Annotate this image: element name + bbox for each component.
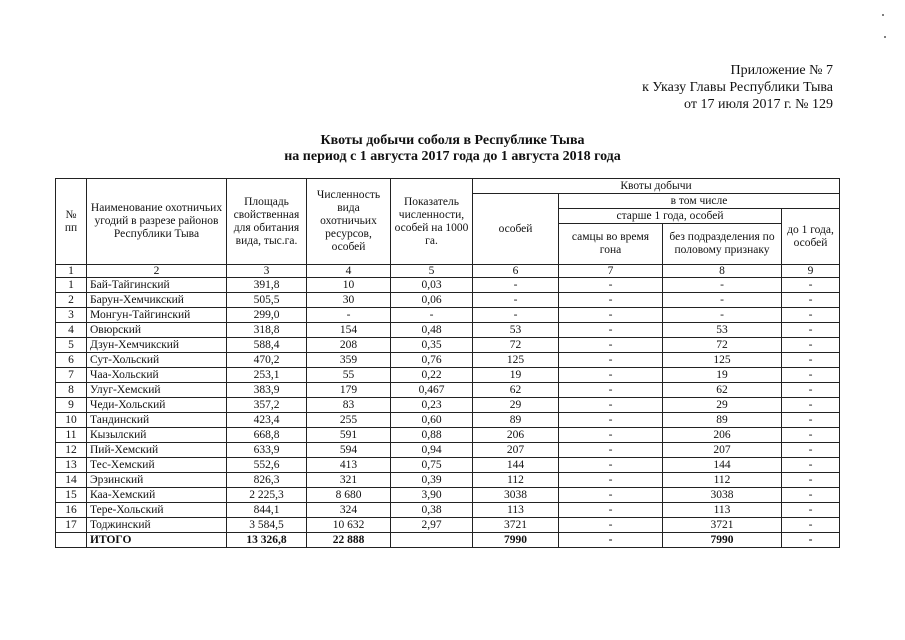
- population-cell: 594: [307, 443, 391, 458]
- quota-males-cell: -: [559, 413, 663, 428]
- table-row: [56, 413, 840, 428]
- density-cell: 0,23: [391, 398, 473, 413]
- quota-total-cell: 53: [473, 323, 559, 338]
- quota-nosex-cell: 53: [663, 323, 782, 338]
- district-name: Тере-Хольский: [87, 503, 227, 518]
- header-males: самцы во время гона: [559, 224, 663, 265]
- quota-total-cell: 89: [473, 413, 559, 428]
- table-row: [56, 308, 840, 323]
- row-number: 1: [56, 278, 87, 293]
- quota-young-cell: -: [782, 413, 840, 428]
- scan-speck: [882, 14, 884, 16]
- area-cell: 588,4: [227, 338, 307, 353]
- title-line-2: на период с 1 августа 2017 года до 1 августа 2018 года: [284, 149, 621, 164]
- quota-total-cell: 125: [473, 353, 559, 368]
- district-name: Чаа-Хольский: [87, 368, 227, 383]
- row-number: 4: [56, 323, 87, 338]
- total-quota-nosex-cell: 7990: [663, 533, 782, 548]
- quota-young-cell: -: [782, 383, 840, 398]
- population-cell: 10 632: [307, 518, 391, 533]
- quota-males-cell: -: [559, 323, 663, 338]
- district-name: Чеди-Хольский: [87, 398, 227, 413]
- row-number: 7: [56, 368, 87, 383]
- density-cell: 0,06: [391, 293, 473, 308]
- area-cell: 318,8: [227, 323, 307, 338]
- quota-young-cell: -: [782, 323, 840, 338]
- quota-nosex-cell: 72: [663, 338, 782, 353]
- quota-total-cell: 207: [473, 443, 559, 458]
- area-cell: 299,0: [227, 308, 307, 323]
- quota-nosex-cell: 29: [663, 398, 782, 413]
- quota-nosex-cell: 125: [663, 353, 782, 368]
- quota-total-cell: -: [473, 293, 559, 308]
- total-population-cell: 22 888: [307, 533, 391, 548]
- district-name: Тес-Хемский: [87, 458, 227, 473]
- population-cell: 413: [307, 458, 391, 473]
- area-cell: 552,6: [227, 458, 307, 473]
- total-row-number: [56, 533, 87, 548]
- row-number: 14: [56, 473, 87, 488]
- table-row: [56, 458, 840, 473]
- quota-total-cell: 62: [473, 383, 559, 398]
- quota-total-cell: 3721: [473, 518, 559, 533]
- area-cell: 633,9: [227, 443, 307, 458]
- row-number: 5: [56, 338, 87, 353]
- population-cell: 591: [307, 428, 391, 443]
- quota-total-cell: 206: [473, 428, 559, 443]
- row-number: 11: [56, 428, 87, 443]
- header-total: особей: [473, 194, 559, 265]
- table-row: [56, 503, 840, 518]
- quota-total-cell: 29: [473, 398, 559, 413]
- area-cell: 2 225,3: [227, 488, 307, 503]
- header-density: Показатель численности, особей на 1000 га.: [391, 179, 473, 265]
- district-name: Дзун-Хемчикский: [87, 338, 227, 353]
- header-young: до 1 года, особей: [782, 209, 840, 265]
- density-cell: 0,76: [391, 353, 473, 368]
- area-cell: 844,1: [227, 503, 307, 518]
- area-cell: 826,3: [227, 473, 307, 488]
- quota-nosex-cell: 207: [663, 443, 782, 458]
- quota-young-cell: -: [782, 518, 840, 533]
- header-including: в том числе: [559, 194, 840, 209]
- district-name: Барун-Хемчикский: [87, 293, 227, 308]
- density-cell: 0,39: [391, 473, 473, 488]
- area-cell: 391,8: [227, 278, 307, 293]
- area-cell: 470,2: [227, 353, 307, 368]
- density-cell: 0,48: [391, 323, 473, 338]
- total-district-name: ИТОГО: [87, 533, 227, 548]
- quota-males-cell: -: [559, 503, 663, 518]
- table-row: [56, 488, 840, 503]
- table-row: [56, 323, 840, 338]
- district-name: Улуг-Хемский: [87, 383, 227, 398]
- area-cell: 423,4: [227, 413, 307, 428]
- quota-males-cell: -: [559, 473, 663, 488]
- district-name: Тоджинский: [87, 518, 227, 533]
- quota-males-cell: -: [559, 443, 663, 458]
- density-cell: 0,38: [391, 503, 473, 518]
- header-population: Численность вида охотничьих ресурсов, особей: [307, 179, 391, 265]
- quota-nosex-cell: 113: [663, 503, 782, 518]
- density-cell: 0,60: [391, 413, 473, 428]
- population-cell: 179: [307, 383, 391, 398]
- area-cell: 505,5: [227, 293, 307, 308]
- district-name: Кызылский: [87, 428, 227, 443]
- population-cell: 324: [307, 503, 391, 518]
- density-cell: 0,75: [391, 458, 473, 473]
- area-cell: 253,1: [227, 368, 307, 383]
- density-cell: 2,97: [391, 518, 473, 533]
- population-cell: 83: [307, 398, 391, 413]
- quota-total-cell: 72: [473, 338, 559, 353]
- population-cell: 208: [307, 338, 391, 353]
- header-name: Наименование охотничьих угодий в разрезе районов Республики Тыва: [87, 179, 227, 265]
- quota-nosex-cell: 144: [663, 458, 782, 473]
- quota-total-cell: -: [473, 278, 559, 293]
- annex-number: Приложение № 7: [730, 63, 833, 78]
- row-number: 3: [56, 308, 87, 323]
- document-title: [0, 133, 905, 165]
- header-num: № пп: [56, 179, 87, 265]
- quota-total-cell: 3038: [473, 488, 559, 503]
- table-row: [56, 473, 840, 488]
- quota-males-cell: -: [559, 338, 663, 353]
- quota-nosex-cell: -: [663, 293, 782, 308]
- annex-block: [642, 62, 833, 113]
- density-cell: 0,22: [391, 368, 473, 383]
- col-number: 6: [473, 265, 559, 278]
- quota-males-cell: -: [559, 518, 663, 533]
- table-row: [56, 293, 840, 308]
- table-body: [56, 278, 840, 548]
- quota-table: [55, 178, 840, 548]
- quota-young-cell: -: [782, 458, 840, 473]
- header-area: Площадь свойственная для обитания вида, тыс.га.: [227, 179, 307, 265]
- density-cell: -: [391, 308, 473, 323]
- district-name: Тандинский: [87, 413, 227, 428]
- quota-nosex-cell: -: [663, 308, 782, 323]
- area-cell: 668,8: [227, 428, 307, 443]
- quota-nosex-cell: 3038: [663, 488, 782, 503]
- quota-young-cell: -: [782, 473, 840, 488]
- row-number: 13: [56, 458, 87, 473]
- quota-males-cell: -: [559, 293, 663, 308]
- scan-speck: [884, 36, 886, 38]
- population-cell: 8 680: [307, 488, 391, 503]
- col-number: 2: [87, 265, 227, 278]
- quota-young-cell: -: [782, 443, 840, 458]
- area-cell: 357,2: [227, 398, 307, 413]
- population-cell: 154: [307, 323, 391, 338]
- row-number: 8: [56, 383, 87, 398]
- col-number: 7: [559, 265, 663, 278]
- quota-nosex-cell: 89: [663, 413, 782, 428]
- row-number: 16: [56, 503, 87, 518]
- district-name: Бай-Тайгинский: [87, 278, 227, 293]
- row-number: 15: [56, 488, 87, 503]
- density-cell: 0,94: [391, 443, 473, 458]
- quota-young-cell: -: [782, 338, 840, 353]
- total-quota-young-cell: -: [782, 533, 840, 548]
- title-line-1: Квоты добычи соболя в Республике Тыва: [320, 133, 585, 148]
- col-number: 4: [307, 265, 391, 278]
- district-name: Монгун-Тайгинский: [87, 308, 227, 323]
- quota-total-cell: 19: [473, 368, 559, 383]
- quota-total-cell: 144: [473, 458, 559, 473]
- total-density-cell: [391, 533, 473, 548]
- row-number: 17: [56, 518, 87, 533]
- quota-males-cell: -: [559, 428, 663, 443]
- col-number: 3: [227, 265, 307, 278]
- quota-nosex-cell: 62: [663, 383, 782, 398]
- district-name: Сут-Хольский: [87, 353, 227, 368]
- quota-young-cell: -: [782, 353, 840, 368]
- density-cell: 0,88: [391, 428, 473, 443]
- quota-males-cell: -: [559, 398, 663, 413]
- row-number: 2: [56, 293, 87, 308]
- table-row: [56, 518, 840, 533]
- header-nosex: без подразделения по половому признаку: [663, 224, 782, 265]
- district-name: Овюрский: [87, 323, 227, 338]
- total-area-cell: 13 326,8: [227, 533, 307, 548]
- population-cell: 321: [307, 473, 391, 488]
- quota-young-cell: -: [782, 278, 840, 293]
- quota-males-cell: -: [559, 368, 663, 383]
- population-cell: 359: [307, 353, 391, 368]
- population-cell: -: [307, 308, 391, 323]
- quota-total-cell: -: [473, 308, 559, 323]
- area-cell: 3 584,5: [227, 518, 307, 533]
- quota-nosex-cell: 3721: [663, 518, 782, 533]
- district-name: Каа-Хемский: [87, 488, 227, 503]
- district-name: Эрзинский: [87, 473, 227, 488]
- col-number: 9: [782, 265, 840, 278]
- quota-young-cell: -: [782, 428, 840, 443]
- quota-young-cell: -: [782, 503, 840, 518]
- table-row: [56, 428, 840, 443]
- table-row: [56, 338, 840, 353]
- total-quota-males-cell: -: [559, 533, 663, 548]
- total-quota-total-cell: 7990: [473, 533, 559, 548]
- table-row: [56, 443, 840, 458]
- quota-young-cell: -: [782, 488, 840, 503]
- header-quotas: Квоты добычи: [473, 179, 840, 194]
- quota-young-cell: -: [782, 368, 840, 383]
- density-cell: 3,90: [391, 488, 473, 503]
- quota-males-cell: -: [559, 383, 663, 398]
- population-cell: 30: [307, 293, 391, 308]
- row-number: 12: [56, 443, 87, 458]
- quota-total-cell: 113: [473, 503, 559, 518]
- table-row: [56, 278, 840, 293]
- area-cell: 383,9: [227, 383, 307, 398]
- col-number: 8: [663, 265, 782, 278]
- density-cell: 0,467: [391, 383, 473, 398]
- quota-nosex-cell: 19: [663, 368, 782, 383]
- quota-nosex-cell: -: [663, 278, 782, 293]
- quota-young-cell: -: [782, 308, 840, 323]
- table-row: [56, 353, 840, 368]
- header-older: старше 1 года, особей: [559, 209, 782, 224]
- quota-males-cell: -: [559, 488, 663, 503]
- population-cell: 10: [307, 278, 391, 293]
- quota-males-cell: -: [559, 278, 663, 293]
- col-number: 5: [391, 265, 473, 278]
- annex-date: от 17 июля 2017 г. № 129: [684, 97, 833, 112]
- table-row: [56, 383, 840, 398]
- quota-nosex-cell: 112: [663, 473, 782, 488]
- quota-total-cell: 112: [473, 473, 559, 488]
- annex-decree: к Указу Главы Республики Тыва: [642, 80, 833, 95]
- density-cell: 0,35: [391, 338, 473, 353]
- quota-young-cell: -: [782, 398, 840, 413]
- row-number: 10: [56, 413, 87, 428]
- district-name: Пий-Хемский: [87, 443, 227, 458]
- quota-males-cell: -: [559, 458, 663, 473]
- quota-males-cell: -: [559, 308, 663, 323]
- quota-males-cell: -: [559, 353, 663, 368]
- table-row: [56, 368, 840, 383]
- quota-nosex-cell: 206: [663, 428, 782, 443]
- col-number: 1: [56, 265, 87, 278]
- population-cell: 255: [307, 413, 391, 428]
- quota-young-cell: -: [782, 293, 840, 308]
- row-number: 6: [56, 353, 87, 368]
- density-cell: 0,03: [391, 278, 473, 293]
- row-number: 9: [56, 398, 87, 413]
- table-row: [56, 398, 840, 413]
- population-cell: 55: [307, 368, 391, 383]
- total-row: [56, 533, 840, 548]
